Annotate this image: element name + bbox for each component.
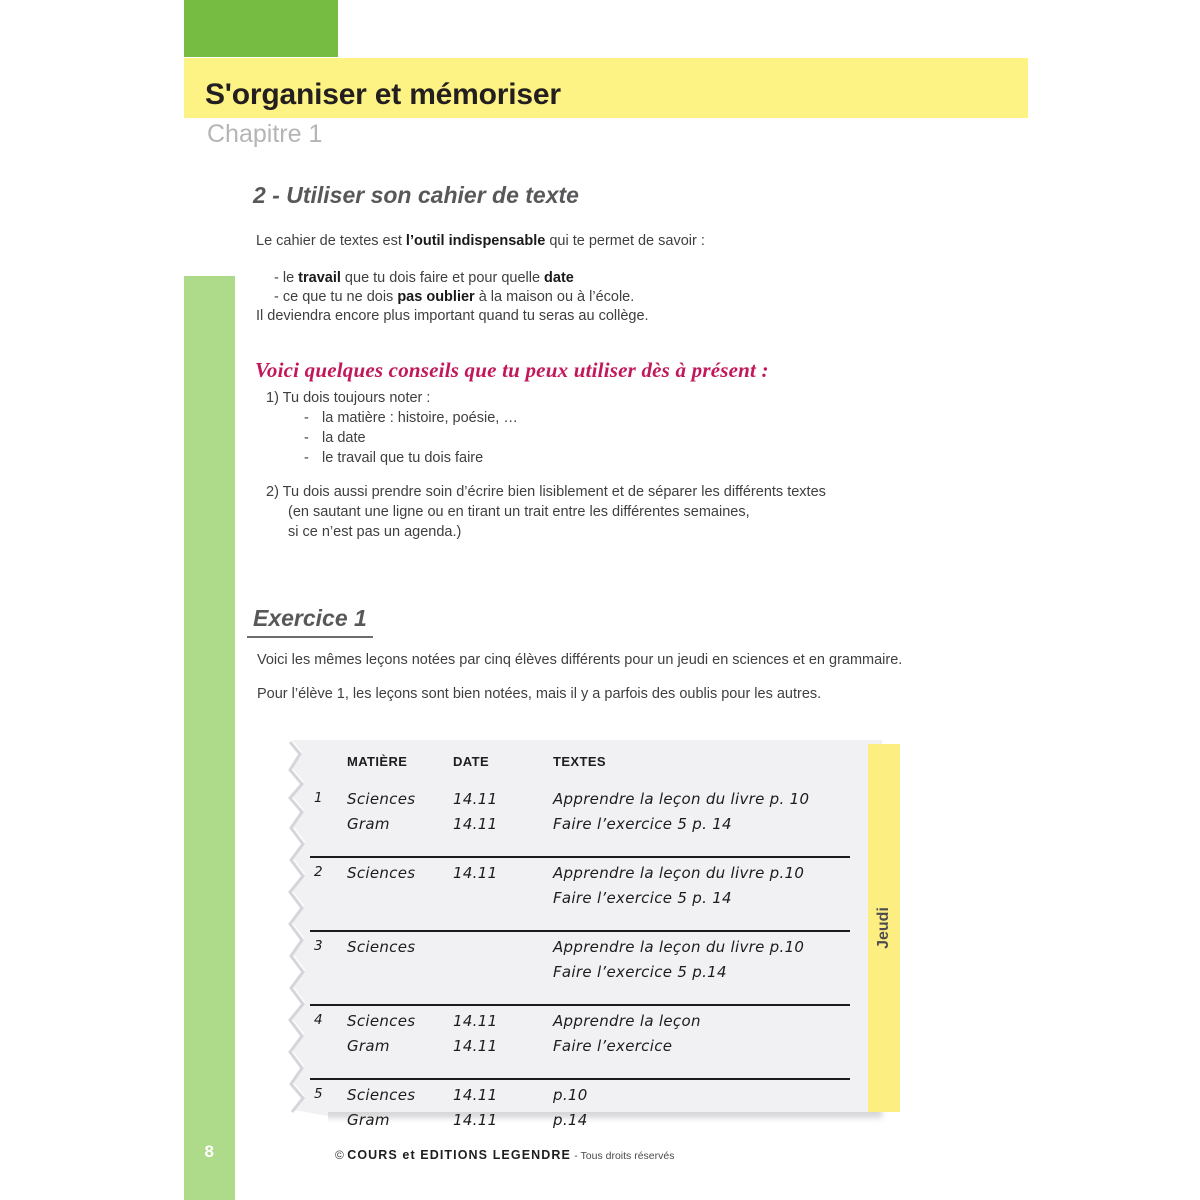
cell-matiere: Sciences: [347, 1012, 416, 1030]
footer-copyright: [335, 1148, 674, 1162]
section-bullets: [256, 269, 649, 326]
notebook-day-tab-label-wrap: [868, 744, 900, 1112]
cell-date: 14.11: [453, 790, 498, 808]
cell-date: 14.11: [453, 1037, 498, 1055]
bullet-post: à la maison ou à l’école.: [474, 289, 635, 305]
advice-item-1-title: 1) Tu dois toujours noter :: [266, 390, 431, 406]
cell-texte: Apprendre la leçon du livre p.10: [553, 864, 805, 882]
table-row: [290, 790, 868, 850]
table-row: [290, 864, 868, 924]
row-number: 4: [314, 1012, 323, 1028]
advice-heading: Voici quelques conseils que tu peux utiliser dès à présent :: [255, 358, 769, 382]
row-number: 2: [314, 864, 323, 880]
left-green-sidebar: [184, 276, 235, 1200]
row-number: 1: [314, 790, 323, 806]
advice-item-2-line1: 2) Tu dois aussi prendre soin d’écrire bien lisiblement et de séparer les différents textes: [266, 484, 826, 500]
cell-texte: Faire l’exercice 5 p.14: [553, 963, 727, 981]
cell-texte: p.10: [553, 1086, 588, 1104]
advice-list: [266, 388, 826, 542]
cell-matiere: Sciences: [347, 864, 416, 882]
row-divider: [310, 1004, 850, 1006]
section-intro: [256, 232, 705, 251]
publisher-name: COURS et EDITIONS LEGENDRE: [347, 1148, 571, 1162]
dash-marker: -: [304, 450, 309, 466]
cell-matiere: Sciences: [347, 790, 416, 808]
bullet-item: [256, 269, 649, 288]
bullet-post: que tu dois faire et pour quelle: [340, 270, 545, 286]
exercise-title: Exercice 1: [253, 605, 367, 631]
cell-date: 14.11: [453, 1012, 498, 1030]
cell-matiere: Sciences: [347, 1086, 416, 1104]
copyright-icon: ©: [335, 1148, 344, 1162]
advice-subitem: [266, 408, 826, 428]
cell-texte: Faire l’exercice 5 p. 14: [553, 889, 732, 907]
notebook-illustration: [278, 738, 908, 1129]
exercise-paragraph-2: Pour l’élève 1, les leçons sont bien notées, mais il y a parfois des oublis pour les autres.: [257, 686, 822, 702]
column-header-textes: TEXTES: [553, 754, 606, 769]
page-title: S'organiser et mémoriser: [205, 78, 561, 111]
cell-texte: p.14: [553, 1111, 588, 1129]
dash-marker: -: [304, 430, 309, 446]
bullet-bold: travail: [298, 270, 341, 286]
row-divider: [310, 930, 850, 932]
chapter-subtitle: Chapitre 1: [207, 120, 323, 148]
advice-subitem: [266, 448, 826, 468]
intro-bold: l’outil indispensable: [405, 233, 546, 249]
advice-subitem-label: la date: [322, 430, 366, 446]
rights-note: - Tous droits réservés: [574, 1150, 675, 1162]
exercise-title-underline: [247, 636, 373, 638]
section-closing: Il deviendra encore plus important quand tu seras au collège.: [256, 308, 649, 324]
row-number: 5: [314, 1086, 323, 1102]
section-heading: 2 - Utiliser son cahier de texte: [253, 182, 579, 208]
bullet-bold2: date: [544, 270, 574, 286]
cell-texte: Apprendre la leçon du livre p.10: [553, 938, 805, 956]
header-green-block: [184, 0, 338, 57]
intro-pre: Le cahier de textes est: [256, 233, 406, 249]
row-divider: [310, 856, 850, 858]
bullet-bold: pas oublier: [397, 289, 475, 305]
cell-texte: Apprendre la leçon: [553, 1012, 701, 1030]
advice-spacer: [266, 468, 826, 482]
cell-matiere: Sciences: [347, 938, 416, 956]
column-header-date: DATE: [453, 754, 490, 769]
cell-matiere: Gram: [347, 815, 390, 833]
cell-date: 14.11: [453, 1086, 498, 1104]
bullet-pre: - le: [274, 270, 299, 286]
cell-texte: Faire l’exercice 5 p. 14: [553, 815, 732, 833]
table-row: [290, 938, 868, 998]
row-number: 3: [314, 938, 323, 954]
cell-date: 14.11: [453, 864, 498, 882]
advice-item-2-line2: (en sautant une ligne ou en tirant un trait entre les différentes semaines,: [288, 504, 750, 520]
table-header-row: [290, 754, 868, 776]
intro-post: qui te permet de savoir :: [545, 233, 705, 249]
notebook-day-tab-label: Jeudi: [875, 907, 893, 949]
cell-date: 14.11: [453, 1111, 498, 1129]
advice-subitem: [266, 428, 826, 448]
notebook-table: [290, 740, 868, 1129]
advice-subitem-label: la matière : histoire, poésie, …: [322, 410, 518, 426]
dash-marker: -: [304, 410, 309, 426]
cell-matiere: Gram: [347, 1111, 390, 1129]
cell-texte: Faire l’exercice: [553, 1037, 673, 1055]
exercise-paragraph-1: Voici les mêmes leçons notées par cinq élèves différents pour un jeudi en sciences et en grammaire.: [257, 652, 903, 668]
bullet-pre: - ce que tu ne dois: [274, 289, 398, 305]
table-row: [290, 1056, 868, 1129]
cell-date: 14.11: [453, 815, 498, 833]
cell-texte: Apprendre la leçon du livre p. 10: [553, 790, 810, 808]
advice-item-2-line3: si ce n’est pas un agenda.): [288, 524, 462, 540]
page-number: 8: [204, 1142, 215, 1161]
advice-subitem-label: le travail que tu dois faire: [322, 450, 484, 466]
bullet-item: [256, 288, 649, 307]
column-header-matiere: MATIÈRE: [347, 754, 408, 769]
cell-matiere: Gram: [347, 1037, 390, 1055]
